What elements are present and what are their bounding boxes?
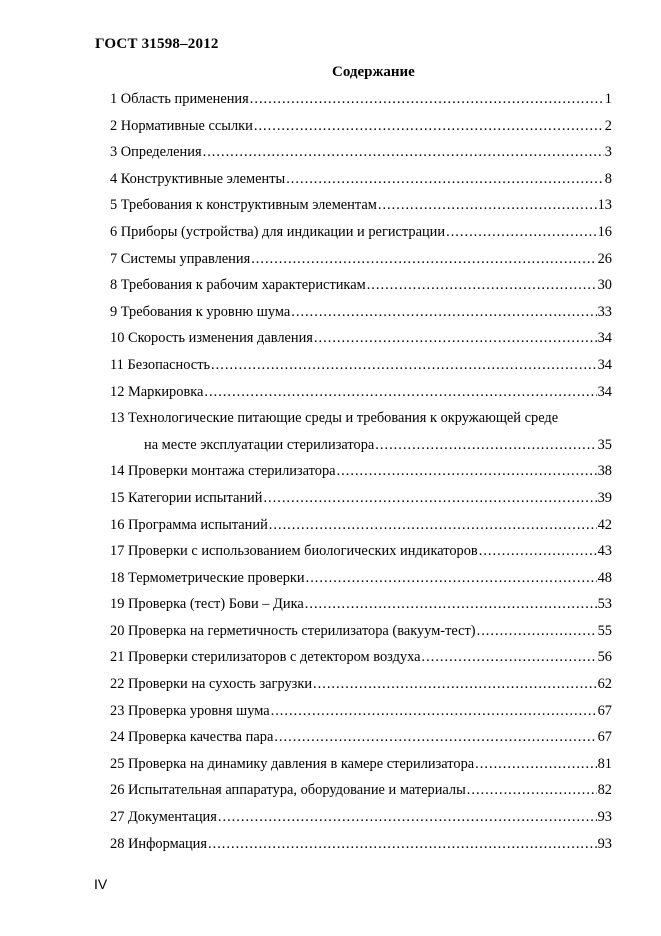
toc-entry-title: 10 Скорость изменения давления xyxy=(110,330,313,347)
toc-leader-dots xyxy=(477,618,597,645)
toc-entry-title: 25 Проверка на динамику давления в камере стерилизатора xyxy=(110,755,475,772)
toc-entry-3[interactable] xyxy=(110,139,612,166)
toc-entry-page: 1 xyxy=(604,91,612,107)
toc-entry-22[interactable] xyxy=(110,671,612,698)
toc-entry-27[interactable] xyxy=(110,804,612,831)
toc-leader-dots xyxy=(337,458,597,485)
toc-entry-8[interactable] xyxy=(110,272,612,299)
toc-entry-title: 2 Нормативные ссылки xyxy=(110,117,253,134)
toc-entry-title: 26 Испытательная аппаратура, оборудование и материалы xyxy=(110,782,466,799)
toc-entry-page: 35 xyxy=(597,436,612,453)
toc-entry-14[interactable] xyxy=(110,458,612,485)
toc-entry-page: 34 xyxy=(597,383,612,400)
toc-entry-title: 20 Проверка на герметичность стерилизатора (вакуум-тест) xyxy=(110,622,476,639)
toc-entry-title: 13 Технологические питающие среды и требования к окружающей среде xyxy=(110,410,559,427)
toc-entry-17[interactable] xyxy=(110,538,612,565)
toc-entry-13-continuation[interactable] xyxy=(110,432,612,459)
toc-entry-page: 33 xyxy=(597,303,612,320)
toc-entry-page: 93 xyxy=(597,809,612,826)
toc-leader-dots xyxy=(375,432,596,459)
toc-entry-7[interactable] xyxy=(110,246,612,273)
toc-leader-dots xyxy=(251,246,596,273)
toc-leader-dots xyxy=(378,192,597,219)
toc-entry-title: 23 Проверка уровня шума xyxy=(110,702,270,719)
toc-entry-title: 21 Проверки стерилизаторов с детектором воздуха xyxy=(110,649,421,666)
toc-entry-9[interactable] xyxy=(110,299,612,326)
toc-leader-dots xyxy=(291,299,596,326)
toc-entry-title: 24 Проверка качества пара xyxy=(110,729,274,746)
toc-entry-18[interactable] xyxy=(110,565,612,592)
toc-entry-title: 19 Проверка (тест) Бови – Дика xyxy=(110,596,304,613)
toc-entry-page: 26 xyxy=(597,250,612,267)
toc-leader-dots xyxy=(203,139,604,166)
toc-entry-12[interactable] xyxy=(110,379,612,406)
toc-leader-dots xyxy=(254,113,604,140)
toc-leader-dots xyxy=(211,352,597,379)
toc-entry-24[interactable] xyxy=(110,724,612,751)
table-of-contents xyxy=(110,86,612,857)
toc-entry-15[interactable] xyxy=(110,485,612,512)
toc-entry-title-continuation: на месте эксплуатации стерилизатора xyxy=(144,436,375,453)
toc-leader-dots xyxy=(208,831,597,858)
toc-entry-title: 18 Термометрические проверки xyxy=(110,569,305,586)
toc-leader-dots xyxy=(479,538,597,565)
toc-entry-page: 2 xyxy=(604,117,612,134)
toc-entry-4[interactable] xyxy=(110,166,612,193)
toc-leader-dots xyxy=(263,485,596,512)
toc-entry-6[interactable] xyxy=(110,219,612,246)
toc-entry-page: 82 xyxy=(597,782,612,799)
toc-entry-21[interactable] xyxy=(110,644,612,671)
toc-entry-page: 30 xyxy=(597,277,612,294)
standard-designation: ГОСТ 31598–2012 xyxy=(95,36,219,52)
page-number: IV xyxy=(94,876,108,892)
toc-entry-page: 13 xyxy=(597,197,612,214)
toc-entry-title: 5 Требования к конструктивным элементам xyxy=(110,197,377,214)
toc-leader-dots xyxy=(286,166,604,193)
toc-leader-dots xyxy=(274,724,596,751)
toc-entry-title: 15 Категории испытаний xyxy=(110,489,263,506)
toc-entry-title: 6 Приборы (устройства) для индикации и регистрации xyxy=(110,223,446,240)
toc-entry-16[interactable] xyxy=(110,512,612,539)
toc-entry-title: 28 Информация xyxy=(110,835,207,852)
toc-entry-title: 4 Конструктивные элементы xyxy=(110,170,286,187)
toc-leader-dots xyxy=(313,671,597,698)
toc-leader-dots xyxy=(218,804,597,831)
toc-entry-26[interactable] xyxy=(110,777,612,804)
toc-leader-dots xyxy=(305,591,597,618)
toc-entry-title: 14 Проверки монтажа стерилизатора xyxy=(110,463,336,480)
toc-title: Содержание xyxy=(332,64,415,80)
toc-leader-dots xyxy=(446,219,597,246)
toc-entry-page: 48 xyxy=(597,569,612,586)
toc-entry-title: 12 Маркировка xyxy=(110,383,204,400)
toc-entry-10[interactable] xyxy=(110,325,612,352)
toc-entry-page: 62 xyxy=(597,676,612,693)
toc-entry-title: 7 Системы управления xyxy=(110,250,251,267)
toc-entry-page: 3 xyxy=(604,144,612,161)
toc-leader-dots xyxy=(314,325,597,352)
toc-leader-dots xyxy=(269,512,597,539)
toc-entry-title: 11 Безопасность xyxy=(110,356,211,373)
toc-entry-page: 56 xyxy=(597,649,612,666)
toc-leader-dots xyxy=(467,777,597,804)
toc-entry-title: 8 Требования к рабочим характеристикам xyxy=(110,277,366,294)
toc-entry-1[interactable] xyxy=(110,86,612,113)
toc-entry-page: 38 xyxy=(597,463,612,480)
toc-entry-title: 1 Область применения xyxy=(110,91,249,107)
toc-entry-5[interactable] xyxy=(110,192,612,219)
toc-entry-2[interactable] xyxy=(110,113,612,140)
toc-entry-title: 16 Программа испытаний xyxy=(110,516,268,533)
toc-entry-page: 34 xyxy=(597,356,612,373)
toc-entry-20[interactable] xyxy=(110,618,612,645)
toc-entry-page: 16 xyxy=(597,223,612,240)
toc-entry-page: 53 xyxy=(597,596,612,613)
toc-entry-11[interactable] xyxy=(110,352,612,379)
toc-leader-dots xyxy=(422,644,597,671)
toc-entry-28[interactable] xyxy=(110,831,612,858)
toc-entry-title: 17 Проверки с использованием биологических индикаторов xyxy=(110,543,478,560)
toc-entry-title: 9 Требования к уровню шума xyxy=(110,303,291,320)
toc-entry-page: 34 xyxy=(597,330,612,347)
toc-entry-23[interactable] xyxy=(110,698,612,725)
toc-entry-page: 43 xyxy=(597,543,612,560)
toc-entry-page: 42 xyxy=(597,516,612,533)
toc-entry-title: 27 Документация xyxy=(110,809,217,826)
toc-leader-dots xyxy=(475,751,596,778)
toc-entry-page: 8 xyxy=(604,170,612,187)
toc-entry-13[interactable] xyxy=(110,405,612,432)
toc-entry-page: 67 xyxy=(597,729,612,746)
toc-entry-page: 93 xyxy=(597,835,612,852)
toc-leader-dots xyxy=(250,86,604,113)
toc-leader-dots xyxy=(367,272,597,299)
toc-entry-19[interactable] xyxy=(110,591,612,618)
toc-entry-page: 39 xyxy=(597,489,612,506)
toc-leader-dots xyxy=(204,379,596,406)
toc-entry-page: 55 xyxy=(597,622,612,639)
toc-entry-25[interactable] xyxy=(110,751,612,778)
toc-entry-page: 67 xyxy=(597,702,612,719)
toc-entry-title: 3 Определения xyxy=(110,144,202,161)
toc-entry-title: 22 Проверки на сухость загрузки xyxy=(110,676,313,693)
toc-leader-dots xyxy=(306,565,597,592)
toc-entry-page: 81 xyxy=(597,755,612,772)
toc-leader-dots xyxy=(271,698,597,725)
